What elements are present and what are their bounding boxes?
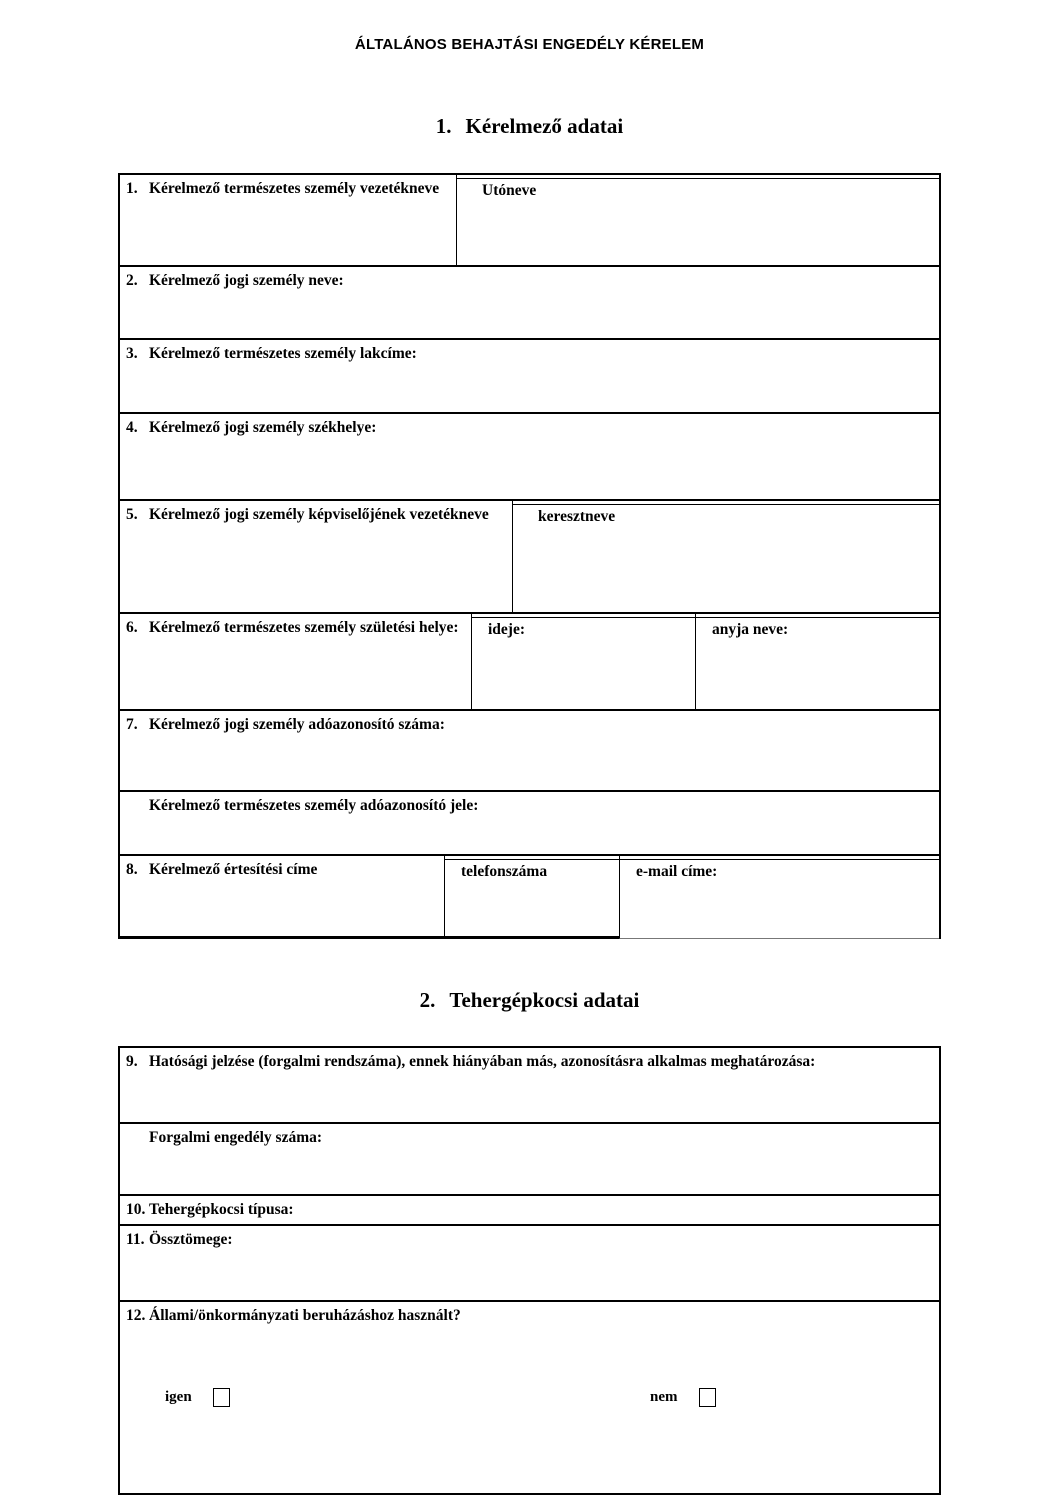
option-no xyxy=(650,1388,716,1407)
section-1-number: 1. xyxy=(435,114,452,138)
field-email-cell[interactable] xyxy=(619,856,939,939)
section-1-title: Kérelmező adatai xyxy=(465,114,624,138)
table-row xyxy=(120,1300,939,1493)
row-number: 3. xyxy=(126,345,138,362)
field-label: keresztneve xyxy=(513,504,939,527)
option-yes-label: igen xyxy=(165,1389,192,1405)
document-title: ÁLTALÁNOS BEHAJTÁSI ENGEDÉLY KÉRELEM xyxy=(354,36,705,53)
row-number: 5. xyxy=(126,506,138,523)
field-truck-type-cell[interactable] xyxy=(120,1196,939,1224)
section-1-heading xyxy=(118,114,941,139)
row-number: 6. xyxy=(126,619,138,636)
field-label: Hatósági jelzése (forgalmi rendszáma), ennek hiányában más, azonosításra alkalmas meghatározása: xyxy=(149,1053,816,1070)
field-birthplace-cell[interactable] xyxy=(120,614,471,709)
row-number: 7. xyxy=(126,716,138,733)
table-row xyxy=(120,854,939,939)
field-label: Kérelmező értesítési címe xyxy=(149,861,318,878)
field-label: Forgalmi engedély száma: xyxy=(149,1129,323,1146)
no-checkbox[interactable] xyxy=(699,1388,716,1407)
field-license-plate-cell[interactable] xyxy=(120,1048,939,1122)
field-label: Kérelmező természetes személy lakcíme: xyxy=(149,345,417,362)
field-personal-tax-id-cell[interactable] xyxy=(120,792,939,854)
field-label: telefonszáma xyxy=(445,859,619,882)
table-row xyxy=(120,265,939,338)
row-number: 11. xyxy=(126,1231,145,1248)
field-label: Össztömege: xyxy=(149,1231,233,1248)
applicant-data-table xyxy=(118,173,941,939)
table-row xyxy=(120,175,939,265)
row-number: 2. xyxy=(126,272,138,289)
field-label: Kérelmező természetes személy születési helye: xyxy=(149,619,459,636)
option-yes xyxy=(165,1388,230,1407)
table-row xyxy=(120,612,939,709)
field-representative-firstname-cell[interactable] xyxy=(512,501,939,612)
field-label: anyja neve: xyxy=(696,617,939,640)
field-birthdate-cell[interactable] xyxy=(471,614,695,709)
section-2-title: Tehergépkocsi adatai xyxy=(449,988,640,1012)
table-row xyxy=(120,1224,939,1300)
table-row xyxy=(120,1194,939,1224)
field-label: Kérelmező természetes személy vezetékneve xyxy=(149,180,440,197)
field-address-cell[interactable] xyxy=(120,340,939,412)
field-label: Kérelmező jogi személy székhelye: xyxy=(149,419,377,436)
field-mother-name-cell[interactable] xyxy=(695,614,939,709)
field-label: e-mail címe: xyxy=(620,859,939,882)
field-label: Tehergépkocsi típusa: xyxy=(149,1201,294,1218)
table-row xyxy=(120,499,939,612)
row-number: 12. xyxy=(126,1307,146,1324)
field-phone-cell[interactable] xyxy=(444,856,619,939)
field-seat-cell[interactable] xyxy=(120,414,939,499)
table-row xyxy=(120,412,939,499)
section-2-heading xyxy=(118,988,941,1013)
field-representative-surname-cell[interactable] xyxy=(120,501,512,612)
field-label: ideje: xyxy=(472,617,695,640)
field-total-weight-cell[interactable] xyxy=(120,1226,939,1300)
field-label: Kérelmező jogi személy képviselőjének vezetékneve xyxy=(149,506,489,523)
row-number: 9. xyxy=(126,1053,138,1070)
yes-no-options xyxy=(120,1388,939,1418)
table-row xyxy=(120,1048,939,1122)
table-row xyxy=(120,790,939,854)
table-row xyxy=(120,709,939,790)
section-2-number: 2. xyxy=(419,988,436,1012)
row-number: 4. xyxy=(126,419,138,436)
field-label: Utóneve xyxy=(457,178,939,201)
field-label: Állami/önkormányzati beruházáshoz használt? xyxy=(149,1307,461,1324)
field-legal-name-cell[interactable] xyxy=(120,267,939,338)
field-label: Kérelmező természetes személy adóazonosító jele: xyxy=(149,797,479,814)
field-notification-address-cell[interactable] xyxy=(120,856,444,939)
field-surname-cell[interactable] xyxy=(120,175,456,265)
truck-data-table xyxy=(118,1046,941,1495)
row-number: 1. xyxy=(126,180,138,197)
field-label: Kérelmező jogi személy adóazonosító száma: xyxy=(149,716,445,733)
table-row xyxy=(120,1122,939,1194)
field-firstname-cell[interactable] xyxy=(456,175,939,265)
field-label: Kérelmező jogi személy neve: xyxy=(149,272,344,289)
yes-checkbox[interactable] xyxy=(213,1388,230,1407)
table-row xyxy=(120,338,939,412)
field-legal-tax-number-cell[interactable] xyxy=(120,711,939,790)
row-number: 8. xyxy=(126,861,138,878)
row-number: 10. xyxy=(126,1201,146,1218)
option-no-label: nem xyxy=(650,1389,678,1405)
field-registration-number-cell[interactable] xyxy=(120,1124,939,1194)
